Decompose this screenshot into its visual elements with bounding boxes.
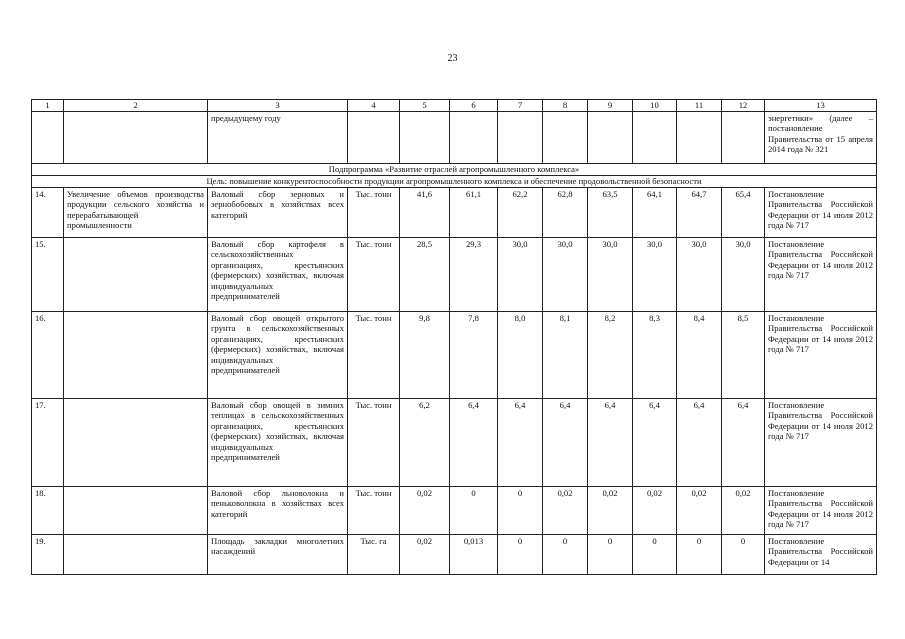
basis-cell: Постановление Правительства Российской Федерации от 14 bbox=[765, 535, 877, 575]
value-cell: 0,02 bbox=[677, 487, 722, 535]
table-row bbox=[32, 399, 877, 487]
goal-row bbox=[32, 176, 877, 188]
col-num: 12 bbox=[722, 100, 765, 112]
value-cell: 0 bbox=[722, 535, 765, 575]
col-num: 1 bbox=[32, 100, 64, 112]
col-num: 3 bbox=[208, 100, 348, 112]
indicator-cell: Валовый сбор картофеля в сельскохозяйственных организациях, крестьянских (фермерских) хозяйствах, включая индивидуальных предпринимателей bbox=[208, 238, 348, 312]
table-row bbox=[32, 238, 877, 312]
unit-cell: Тыс. тонн bbox=[348, 188, 400, 238]
value-cell: 62,8 bbox=[543, 188, 588, 238]
column-number-row bbox=[32, 100, 877, 112]
table-row bbox=[32, 312, 877, 399]
value-cell: 8,0 bbox=[498, 312, 543, 399]
unit-cell: Тыс. тонн bbox=[348, 238, 400, 312]
value-cell: 0,02 bbox=[588, 487, 633, 535]
value-cell: 0 bbox=[677, 535, 722, 575]
value-cell: 6,4 bbox=[588, 399, 633, 487]
task-cell: Увеличение объемов производства продукции сельского хозяйства и перерабатывающей промышленности bbox=[64, 188, 208, 238]
value-cell: 28,5 bbox=[400, 238, 450, 312]
value-cell: 0 bbox=[498, 487, 543, 535]
value-cell: 8,5 bbox=[722, 312, 765, 399]
row-number: 16. bbox=[32, 312, 64, 399]
row-number: 15. bbox=[32, 238, 64, 312]
value-cell: 30,0 bbox=[588, 238, 633, 312]
value-cell: 6,4 bbox=[498, 399, 543, 487]
col-num: 10 bbox=[633, 100, 677, 112]
value-cell: 0 bbox=[450, 487, 498, 535]
col-num: 5 bbox=[400, 100, 450, 112]
value-cell: 6,2 bbox=[400, 399, 450, 487]
indicator-cell: Валовый сбор овощей открытого грунта в сельскохозяйственных организациях, крестьянских (фермерских) хозяйствах, включая индивидуальных предпринимателей bbox=[208, 312, 348, 399]
task-cell bbox=[64, 535, 208, 575]
basis-cell: Постановление Правительства Российской Федерации от 14 июля 2012 года № 717 bbox=[765, 487, 877, 535]
table-row bbox=[32, 535, 877, 575]
row-number: 18. bbox=[32, 487, 64, 535]
indicator-cell: предыдущему году bbox=[208, 112, 348, 164]
continuation-row bbox=[32, 112, 877, 164]
value-cell: 0,02 bbox=[400, 487, 450, 535]
value-cell: 0,02 bbox=[722, 487, 765, 535]
value-cell: 0 bbox=[498, 535, 543, 575]
value-cell: 65,4 bbox=[722, 188, 765, 238]
value-cell: 6,4 bbox=[633, 399, 677, 487]
value-cell: 8,2 bbox=[588, 312, 633, 399]
value-cell: 62,2 bbox=[498, 188, 543, 238]
col-num: 8 bbox=[543, 100, 588, 112]
col-num: 9 bbox=[588, 100, 633, 112]
basis-cell: Постановление Правительства Российской Федерации от 14 июля 2012 года № 717 bbox=[765, 238, 877, 312]
value-cell: 8,4 bbox=[677, 312, 722, 399]
value-cell: 64,1 bbox=[633, 188, 677, 238]
value-cell: 8,1 bbox=[543, 312, 588, 399]
value-cell: 30,0 bbox=[722, 238, 765, 312]
value-cell: 7,8 bbox=[450, 312, 498, 399]
basis-cell: Постановление Правительства Российской Федерации от 14 июля 2012 года № 717 bbox=[765, 188, 877, 238]
value-cell: 9,8 bbox=[400, 312, 450, 399]
value-cell: 6,4 bbox=[543, 399, 588, 487]
value-cell: 61,1 bbox=[450, 188, 498, 238]
value-cell: 0 bbox=[543, 535, 588, 575]
value-cell: 29,3 bbox=[450, 238, 498, 312]
value-cell: 6,4 bbox=[677, 399, 722, 487]
basis-cell: энергетики» (далее – постановление Правительства от 15 апреля 2014 года № 321 bbox=[765, 112, 877, 164]
table-row bbox=[32, 487, 877, 535]
unit-cell: Тыс. га bbox=[348, 535, 400, 575]
col-num: 2 bbox=[64, 100, 208, 112]
value-cell: 0,013 bbox=[450, 535, 498, 575]
indicator-cell: Площадь закладки многолетних насаждений bbox=[208, 535, 348, 575]
row-number: 19. bbox=[32, 535, 64, 575]
unit-cell: Тыс. тонн bbox=[348, 312, 400, 399]
value-cell: 6,4 bbox=[450, 399, 498, 487]
value-cell: 63,5 bbox=[588, 188, 633, 238]
indicator-cell: Валовой сбор льноволокна и пеньковолокна в хозяйствах всех категорий bbox=[208, 487, 348, 535]
col-num: 7 bbox=[498, 100, 543, 112]
col-num: 13 bbox=[765, 100, 877, 112]
indicators-table bbox=[31, 99, 877, 575]
indicator-cell: Валовый сбор овощей в зимних теплицах в сельскохозяйственных организациях, крестьянских (фермерских) хозяйствах, включая индивидуальных предпринимателей bbox=[208, 399, 348, 487]
subprogram-title: Подпрограмма «Развитие отраслей агропромышленного комплекса» bbox=[32, 164, 877, 176]
value-cell: 64,7 bbox=[677, 188, 722, 238]
subprogram-row bbox=[32, 164, 877, 176]
basis-cell: Постановление Правительства Российской Федерации от 14 июля 2012 года № 717 bbox=[765, 312, 877, 399]
value-cell: 0,02 bbox=[543, 487, 588, 535]
value-cell: 30,0 bbox=[677, 238, 722, 312]
value-cell: 0 bbox=[588, 535, 633, 575]
unit-cell: Тыс. тонн bbox=[348, 399, 400, 487]
value-cell: 0,02 bbox=[633, 487, 677, 535]
page-number: 23 bbox=[447, 53, 458, 64]
task-cell bbox=[64, 312, 208, 399]
row-number: 17. bbox=[32, 399, 64, 487]
value-cell: 0,02 bbox=[400, 535, 450, 575]
col-num: 11 bbox=[677, 100, 722, 112]
value-cell: 30,0 bbox=[543, 238, 588, 312]
table-row bbox=[32, 188, 877, 238]
indicator-cell: Валовый сбор зерновых и зернобобовых в хозяйствах всех категорий bbox=[208, 188, 348, 238]
goal-title: Цель: повышение конкурентоспособности продукции агропромышленного комплекса и обеспечение продовольственной безопасности bbox=[32, 176, 877, 188]
unit-cell: Тыс. тонн bbox=[348, 487, 400, 535]
basis-cell: Постановление Правительства Российской Федерации от 14 июля 2012 года № 717 bbox=[765, 399, 877, 487]
task-cell bbox=[64, 399, 208, 487]
value-cell: 0 bbox=[633, 535, 677, 575]
task-cell bbox=[64, 238, 208, 312]
value-cell: 41,6 bbox=[400, 188, 450, 238]
value-cell: 8,3 bbox=[633, 312, 677, 399]
col-num: 6 bbox=[450, 100, 498, 112]
value-cell: 6,4 bbox=[722, 399, 765, 487]
task-cell bbox=[64, 487, 208, 535]
value-cell: 30,0 bbox=[633, 238, 677, 312]
value-cell: 30,0 bbox=[498, 238, 543, 312]
col-num: 4 bbox=[348, 100, 400, 112]
row-number: 14. bbox=[32, 188, 64, 238]
